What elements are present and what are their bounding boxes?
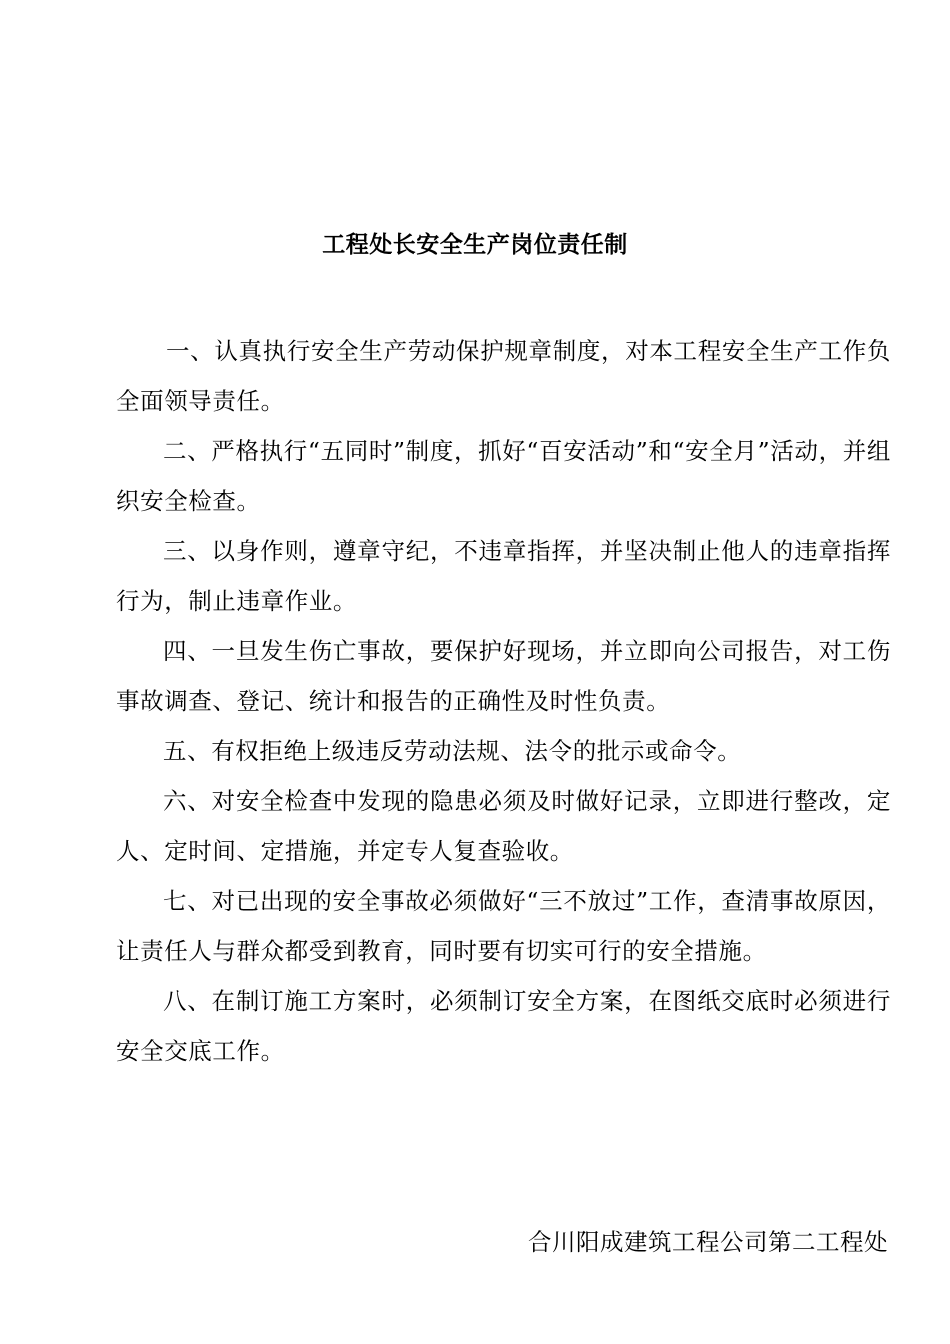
paragraph-5: 五、有权拒绝上级违反劳动法规、法令的批示或命令。	[163, 737, 742, 765]
signature: 合川阳成建筑工程公司第二工程处	[528, 1228, 888, 1256]
paragraph-3: 三、以身作则，遵章守纪，不违章指挥，并坚决制止他人的违章指挥行为，制止违章作业。	[116, 537, 891, 615]
paragraph-1: 一、认真执行安全生产劳动保护规章制度，对本工程安全生产工作负全面领导责任。	[116, 337, 891, 415]
paragraph-8: 八、在制订施工方案时，必须制订安全方案，在图纸交底时必须进行安全交底工作。	[116, 987, 891, 1065]
document-title: 工程处长安全生产岗位责任制	[322, 232, 628, 258]
paragraph-2: 二、严格执行“五同时”制度，抓好“百安活动”和“安全月”活动，并组织安全检查。	[116, 437, 891, 515]
paragraph-6: 六、对安全检查中发现的隐患必须及时做好记录，立即进行整改，定人、定时间、定措施，并定专人复查验收。	[116, 787, 891, 865]
paragraph-4: 四、一旦发生伤亡事故，要保护好现场，并立即向公司报告，对工伤事故调查、登记、统计和报告的正确性及时性负责。	[116, 637, 891, 715]
paragraph-7: 七、对已出现的安全事故必须做好“三不放过”工作，查清事故原因，让责任人与群众都受到教育，同时要有切实可行的安全措施。	[116, 887, 891, 965]
document-body	[116, 326, 891, 1076]
